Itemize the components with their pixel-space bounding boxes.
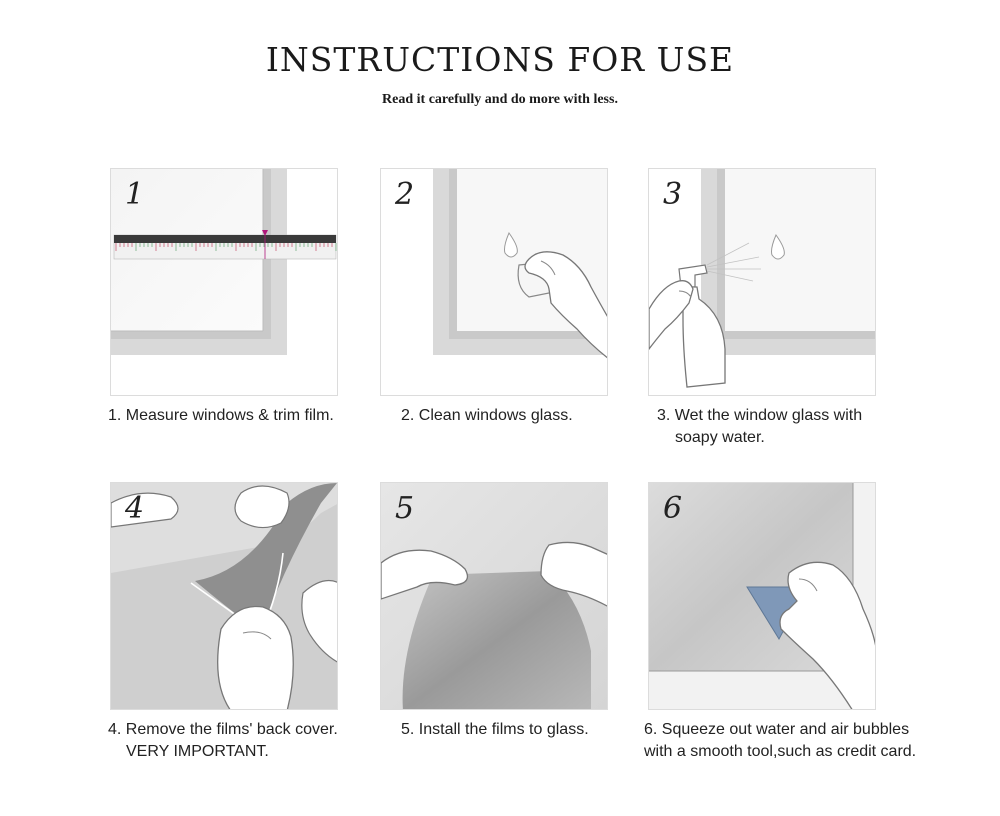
step-1-caption [108,405,334,427]
caption-line: 6. Squeeze out water and air bubbles [644,721,910,738]
window-glass [725,169,876,331]
squeegee-graphic [649,483,876,710]
step-number: 4 [125,491,145,526]
step-6-illustration [648,482,876,710]
caption-line: 1. Measure windows & trim film. [108,407,334,424]
step-5-caption [401,719,589,741]
step-4-caption [108,719,338,763]
film-sheet [403,571,591,710]
film-install-graphic [381,483,608,710]
caption-line: VERY IMPORTANT. [126,743,269,760]
step-number: 2 [395,177,415,212]
window-clean-graphic [381,169,608,396]
step-number: 6 [663,491,683,526]
caption-line: 5. Install the films to glass. [401,721,589,738]
step-number: 1 [125,177,145,212]
caption-line: with a smooth tool,such as credit card. [644,743,917,760]
window-measure-graphic [111,169,338,396]
step-2-illustration [380,168,608,396]
step-number: 3 [663,177,683,212]
caption-line: 4. Remove the films' back cover. [108,721,338,738]
step-2-caption [401,405,573,427]
step-number: 5 [395,491,415,526]
step-6-caption [644,719,916,763]
page-title: INSTRUCTIONS FOR USE [265,40,735,79]
step-4-illustration [110,482,338,710]
page-subtitle: Read it carefully and do more with less. [382,92,618,107]
step-5-illustration [380,482,608,710]
caption-line: 3. Wet the window glass with [657,407,863,424]
step-3-caption [657,405,862,449]
caption-line: soapy water. [675,429,765,446]
step-1-illustration [110,168,338,396]
window-spray-graphic [649,169,876,396]
film-peel-graphic [111,483,338,710]
step-3-illustration [648,168,876,396]
caption-line: 2. Clean windows glass. [401,407,573,424]
